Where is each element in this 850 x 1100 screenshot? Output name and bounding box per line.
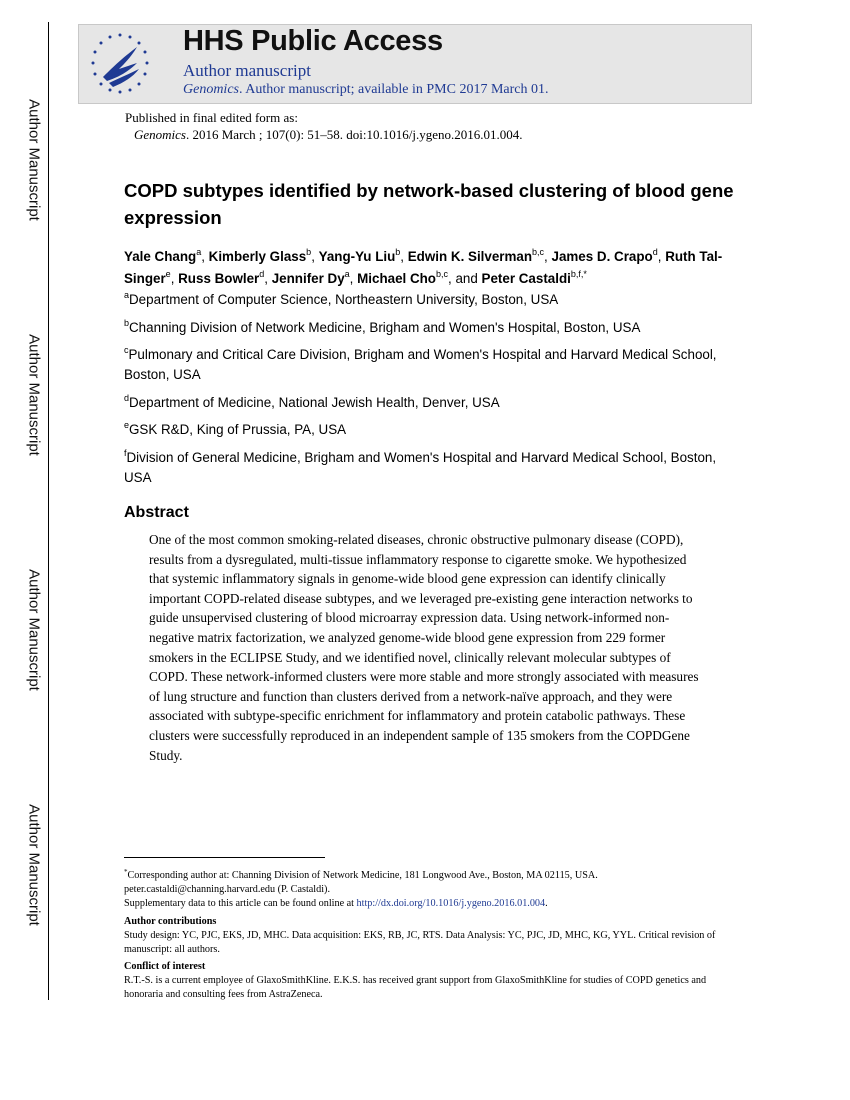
affiliation (124, 448, 744, 488)
supplementary-note: Supplementary data to this article can be found online at http://dx.doi.org/10.1016/j.ygeno.2016.01.004. (124, 898, 548, 909)
margin-rule (48, 22, 49, 1000)
author-name: Yang-Yu Liu (318, 249, 396, 264)
contributions-text: Study design: YC, PJC, EKS, JD, MHC. Data acquisition: EKS, RB, JC, RTS. Data Analysis: YC, PJC, JD, MHC, KG, YYL. Critical revision of manuscript: all authors. (124, 930, 716, 955)
publication-citation: Genomics. 2016 March ; 107(0): 51–58. doi:10.1016/j.ygeno.2016.01.004. (134, 127, 523, 142)
author-affiliation-mark: b (306, 247, 312, 257)
author-name: Jennifer Dy (271, 271, 345, 286)
author-separator: , (657, 249, 666, 264)
hhs-eagle-logo-icon (85, 29, 155, 99)
footnote-rule (124, 857, 325, 858)
affiliation-key: a (124, 290, 130, 300)
availability-line: Genomics. Author manuscript; available in PMC 2017 March 01. (183, 82, 549, 97)
author-name: Michael Cho (357, 271, 436, 286)
author-separator: , (311, 249, 319, 264)
hhs-header (78, 24, 752, 104)
manuscript-label: Author manuscript (183, 61, 311, 80)
supplementary-link[interactable]: http://dx.doi.org/10.1016/j.ygeno.2016.01.004 (356, 898, 546, 909)
affiliation-key: b (124, 318, 130, 328)
abstract-text: One of the most common smoking-related diseases, chronic obstructive pulmonary disease (COPD), results from a dysregulated, multi-tissue inflammatory response to cigarette smoke. We hypothesized that systemic inflammatory signals in genome-wide blood gene expression can identify clinically important COPD-related disease subtypes, and we leveraged pre-existing gene interaction networks to guide unsupervised clustering of blood microarray expression data. Using network-informed non-negative matrix factorization, we analyzed genome-wide blood gene expression from 229 former smokers in the ECLIPSE Study, and we identified novel, clinically relevant molecular subtypes of COPD. These network-informed clusters were more stable and more strongly associated with measures of lung structure and function than clusters derived from a network-naïve approach, and they were associated with subtype-specific enrichment for inflammatory and protein catabolic pathways. These clusters were successfully reproduced in an independent sample of 135 smokers from the COPDGene Study. (149, 532, 699, 763)
author-list (124, 246, 764, 290)
author-affiliation-mark: b,c (532, 247, 545, 257)
affiliation (124, 393, 744, 413)
affiliation-text: Division of General Medicine, Brigham and Women's Hospital and Harvard Medical School, Boston, USA (124, 450, 717, 485)
abstract-heading: Abstract (124, 504, 189, 521)
author-affiliation-mark: d (259, 269, 265, 279)
affiliation (124, 345, 744, 385)
contributions-heading: Author contributions (124, 916, 217, 927)
author-name: Russ Bowler (178, 271, 260, 286)
affiliation-text: Channing Division of Network Medicine, Brigham and Women's Hospital, Boston, USA (129, 320, 641, 335)
side-label: Author Manuscript (25, 99, 43, 221)
author-separator: , (170, 271, 179, 286)
author-affiliation-mark: e (165, 269, 171, 279)
author-name: Ruth Tal-Singer (124, 249, 723, 286)
author-affiliation-mark: d (652, 247, 658, 257)
author-separator: , (400, 249, 408, 264)
affiliation-key: c (124, 345, 129, 355)
affiliation-text: Department of Computer Science, Northeastern University, Boston, USA (129, 292, 559, 307)
affiliation (124, 318, 744, 338)
author-separator: , (544, 249, 552, 264)
author-name: Yale Chang (124, 249, 197, 264)
hhs-title: HHS Public Access (183, 25, 443, 57)
author-separator: , (201, 249, 209, 264)
conflict-text: R.T.-S. is a current employee of GlaxoSmithKline. E.K.S. has received grant support from GlaxoSmithKline for studies of COPD genetics and honoraria and consulting fees from AstraZeneca. (124, 975, 707, 1000)
affiliation-key: d (124, 393, 130, 403)
conflict-heading: Conflict of interest (124, 961, 206, 972)
author-affiliation-mark: a (196, 247, 202, 257)
paper-title: COPD subtypes identified by network-based clustering of blood gene expression (124, 180, 734, 228)
author-affiliation-mark: b,c (436, 269, 449, 279)
affiliation-text: Department of Medicine, National Jewish Health, Denver, USA (129, 395, 500, 410)
affiliation (124, 420, 744, 440)
author-affiliation-mark: b (395, 247, 401, 257)
affiliation-text: GSK R&D, King of Prussia, PA, USA (129, 422, 347, 437)
author-separator: , (349, 271, 358, 286)
side-label: Author Manuscript (25, 334, 43, 456)
affiliation-text: Pulmonary and Critical Care Division, Brigham and Women's Hospital and Harvard Medical School, Boston, USA (124, 347, 717, 382)
affiliation (124, 290, 744, 310)
side-label: Author Manuscript (25, 569, 43, 691)
author-name: Peter Castaldi (481, 271, 571, 286)
corresponding-footnote: *Corresponding author at: Channing Division of Network Medicine, 181 Longwood Ave., Boston, MA 02115, USA. peter.castaldi@channing.harvard.edu (P. Castaldi). (124, 868, 598, 895)
author-separator: , (264, 271, 272, 286)
author-name: Kimberly Glass (208, 249, 307, 264)
affiliation-key: f (124, 448, 127, 458)
author-affiliation-mark: a (344, 269, 350, 279)
author-name: James D. Crapo (551, 249, 653, 264)
side-label: Author Manuscript (25, 804, 43, 926)
author-name: Edwin K. Silverman (407, 249, 533, 264)
author-affiliation-mark: b,f,* (570, 269, 587, 279)
publication-note: Published in final edited form as: (125, 110, 298, 125)
author-separator: , and (448, 271, 482, 286)
affiliation-key: e (124, 420, 130, 430)
